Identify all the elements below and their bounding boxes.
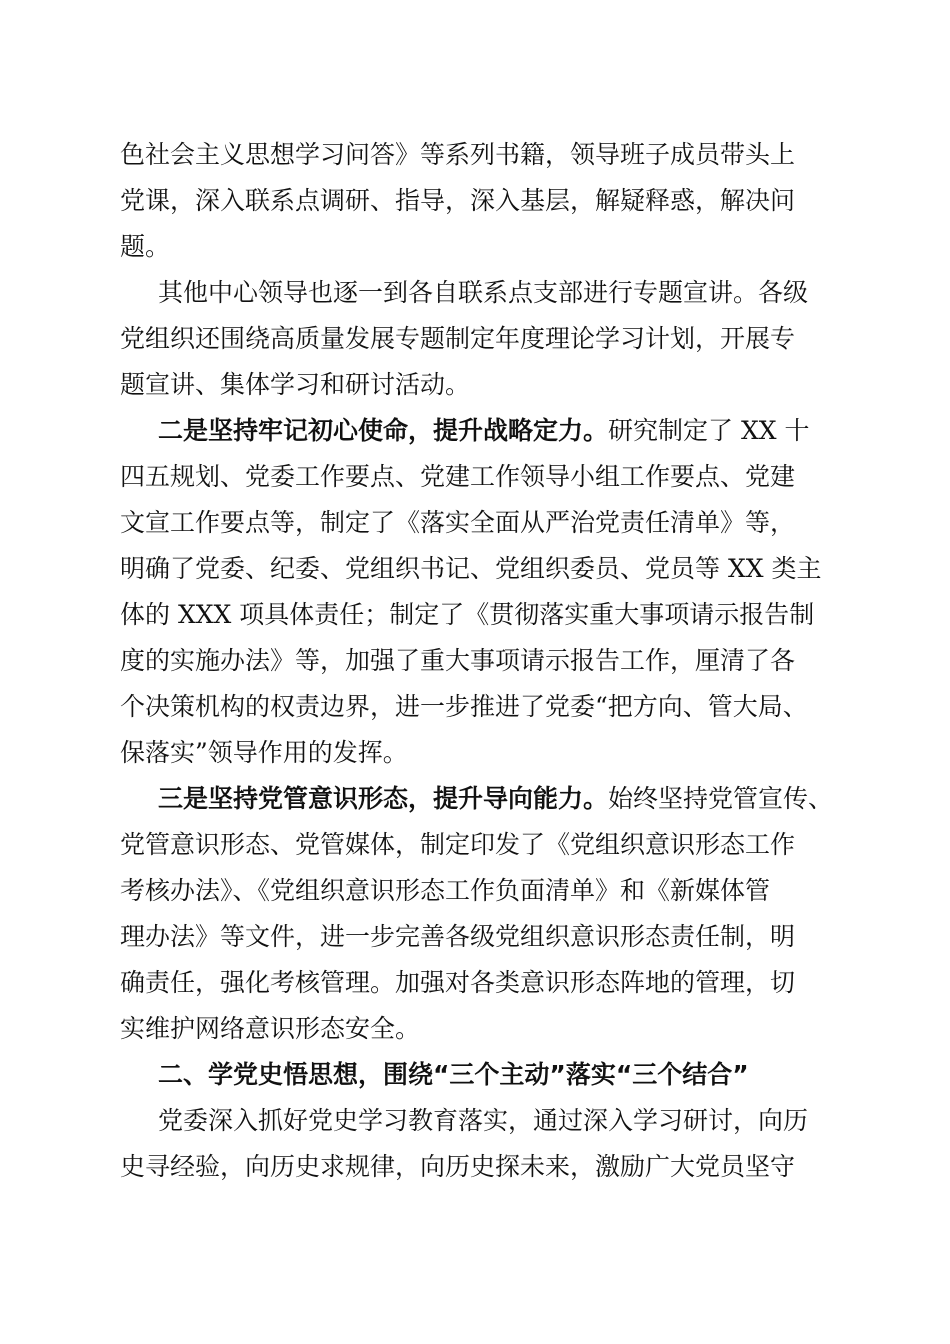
- bold-lead: 二是坚持牢记初心使命，提升战略定力。: [158, 416, 609, 445]
- text-line: 史寻经验，向历史求规律，向历史探未来，激励广大党员坚守: [120, 1152, 796, 1181]
- text-line: 党管意识形态、党管媒体，制定印发了《党组织意识形态工作: [120, 830, 796, 859]
- text-line: 其他中心领导也逐一到各自联系点支部进行专题宣讲。各级: [158, 278, 809, 307]
- section-heading: 二、学党史悟思想，围绕“三个主动”落实“三个结合”: [158, 1060, 749, 1089]
- text-line: 个决策机构的权责边界，进一步推进了党委“把方向、管大局、: [120, 692, 808, 721]
- text-line: 确责任，强化考核管理。加强对各类意识形态阵地的管理，切: [120, 968, 796, 997]
- text-line: 题宣讲、集体学习和研讨活动。: [120, 370, 471, 399]
- text-line: 党课，深入联系点调研、指导，深入基层，解疑释惑，解决问: [120, 186, 796, 215]
- text-line: 四五规划、党委工作要点、党建工作领导小组工作要点、党建: [120, 462, 796, 491]
- paragraph-lead-line: [158, 779, 950, 819]
- text-line: 色社会主义思想学习问答》等系列书籍，领导班子成员带头上: [120, 140, 796, 169]
- text-line: 党委深入抓好党史学习教育落实，通过深入学习研讨，向历: [158, 1106, 809, 1135]
- text-line: 体的 XXX 项具体责任；制定了《贯彻落实重大事项请示报告制: [120, 600, 815, 629]
- text-line: 度的实施办法》等，加强了重大事项请示报告工作，厘清了各: [120, 646, 796, 675]
- text-line: 保落实”领导作用的发挥。: [120, 738, 408, 767]
- text-segment: 研究制定了 XX 十: [608, 416, 810, 445]
- paragraph-lead-line: [158, 411, 950, 451]
- text-line: 考核办法》、《党组织意识形态工作负面清单》和《新媒体管: [120, 876, 771, 905]
- text-line: 理办法》等文件，进一步完善各级党组织意识形态责任制，明: [120, 922, 796, 951]
- text-line: 明确了党委、纪委、党组织书记、党组织委员、党员等 XX 类主: [120, 554, 822, 583]
- text-segment: 始终坚持党管宣传、: [608, 784, 834, 813]
- text-line: 题。: [120, 232, 171, 261]
- text-line: 实维护网络意识形态安全。: [120, 1014, 421, 1043]
- text-line: 文宣工作要点等，制定了《落实全面从严治党责任清单》等，: [120, 508, 796, 537]
- text-line: 党组织还围绕高质量发展专题制定年度理论学习计划，开展专: [120, 324, 796, 353]
- bold-lead: 三是坚持党管意识形态，提升导向能力。: [158, 784, 609, 813]
